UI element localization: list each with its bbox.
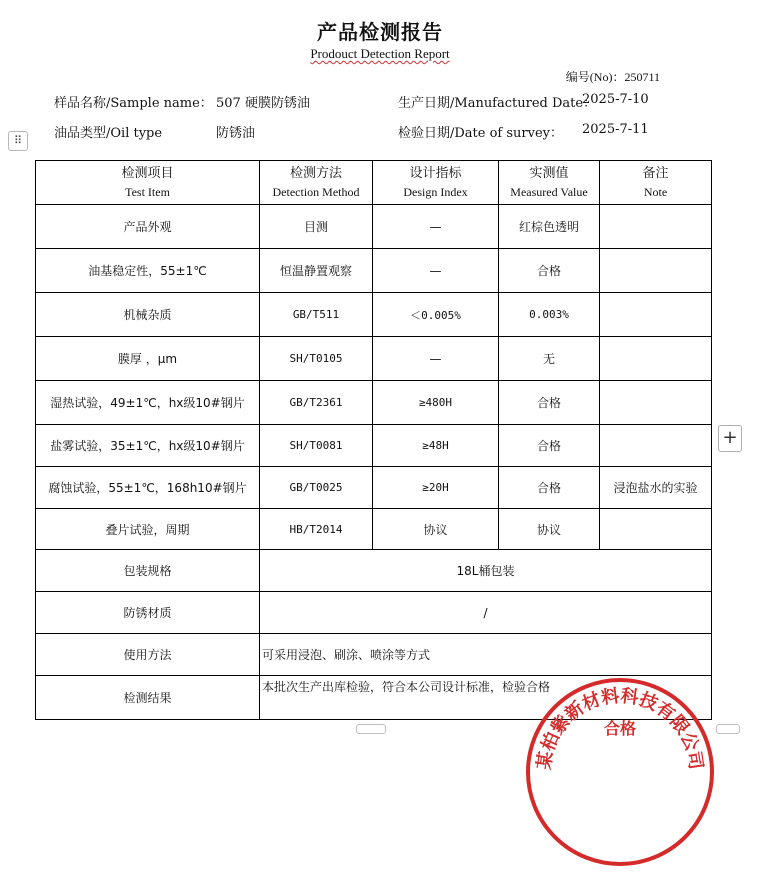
packaging-row [36,550,712,592]
cell-item: 腐蚀试验，55±1℃，168h10#钢片 [36,467,260,509]
usage-value: 可采用浸泡、刷涂、喷涂等方式 [260,634,712,676]
table-row [36,337,712,381]
table-row [36,249,712,293]
header-design-index: 设计指标 Design Index [373,161,499,205]
cell-index: ≥20H [373,467,499,509]
packaging-value: 18L桶包装 [260,550,712,592]
cell-measured: 合格 [499,381,600,425]
cell-measured: 0.003% [499,293,600,337]
cell-method: SH/T0081 [260,425,373,467]
cell-index: — [373,249,499,293]
sample-name-value: 507 硬膜防锈油 [216,96,310,111]
result-value: 本批次生产出库检验，符合本公司设计标准，检验合格 [260,676,712,720]
cell-note [600,205,712,249]
add-column-button[interactable]: + [718,425,742,452]
production-date-value: 2025-7-10 [582,92,649,107]
cell-method: HB/T2014 [260,509,373,550]
table-header-row [36,161,712,205]
cell-method: 恒温静置观察 [260,249,373,293]
cell-item: 产品外观 [36,205,260,249]
cell-item: 机械杂质 [36,293,260,337]
sample-name-label: 样品名称/Sample name： [54,96,213,111]
oil-type-label: 油品类型/Oil type [54,126,163,141]
cell-note [600,381,712,425]
header-method: 检测方法 Detection Method [260,161,373,205]
cell-measured: 红棕色透明 [499,205,600,249]
seal-center-text: 合格 [603,719,637,738]
report-title: 产品检测报告 [317,20,443,44]
table-row [36,293,712,337]
cell-item: 油基稳定性，55±1℃ [36,249,260,293]
survey-date-value: 2025-7-11 [582,122,649,137]
page-break-handle[interactable] [356,724,386,734]
cell-item: 叠片试验，周期 [36,509,260,550]
detection-table [35,160,712,720]
table-row [36,381,712,425]
cell-note [600,425,712,467]
cell-method: SH/T0105 [260,337,373,381]
table-row [36,509,712,550]
table-row [36,467,712,509]
cell-method: GB/T2361 [260,381,373,425]
cell-measured: 合格 [499,467,600,509]
cell-note [600,249,712,293]
cell-index: — [373,337,499,381]
cell-measured: 无 [499,337,600,381]
result-label: 检测结果 [36,676,260,720]
cell-note: 浸泡盐水的实验 [600,467,712,509]
cell-index: ≥48H [373,425,499,467]
cell-index: ＜0.005% [373,293,499,337]
cell-note [600,509,712,550]
cell-index: ≥480H [373,381,499,425]
result-row [36,676,712,720]
table-row [36,425,712,467]
cell-item: 膜厚 ，μm [36,337,260,381]
cell-measured: 协议 [499,509,600,550]
header-test-item: 检测项目 Test Item [36,161,260,205]
oil-type-value: 防锈油 [216,126,256,141]
usage-row [36,634,712,676]
seal-arc-text: 某柏紫新材料科技有限公司 [533,685,707,771]
cell-index: 协议 [373,509,499,550]
survey-date-label: 检验日期/Date of survey： [398,126,564,141]
table-move-handle-icon[interactable]: ⠿ [8,131,28,151]
cell-method: GB/T511 [260,293,373,337]
cell-method: GB/T0025 [260,467,373,509]
report-number: 编号(No)：250711 [565,70,660,84]
production-date-label: 生产日期/Manufactured Date： [398,96,597,111]
material-row [36,592,712,634]
cell-note [600,337,712,381]
cell-index: — [373,205,499,249]
material-value: / [260,592,712,634]
cell-measured: 合格 [499,249,600,293]
cell-measured: 合格 [499,425,600,467]
header-note: 备注 Note [600,161,712,205]
material-label: 防锈材质 [36,592,260,634]
cell-note [600,293,712,337]
header-measured: 实测值 Measured Value [499,161,600,205]
cell-item: 盐雾试验，35±1℃，hx级10#钢片 [36,425,260,467]
report-subtitle: Prodouct Detection Report [310,46,450,61]
packaging-label: 包装规格 [36,550,260,592]
cell-item: 湿热试验，49±1℃，hx级10#钢片 [36,381,260,425]
table-row [36,205,712,249]
usage-label: 使用方法 [36,634,260,676]
corner-handle[interactable] [716,724,740,734]
cell-method: 目测 [260,205,373,249]
